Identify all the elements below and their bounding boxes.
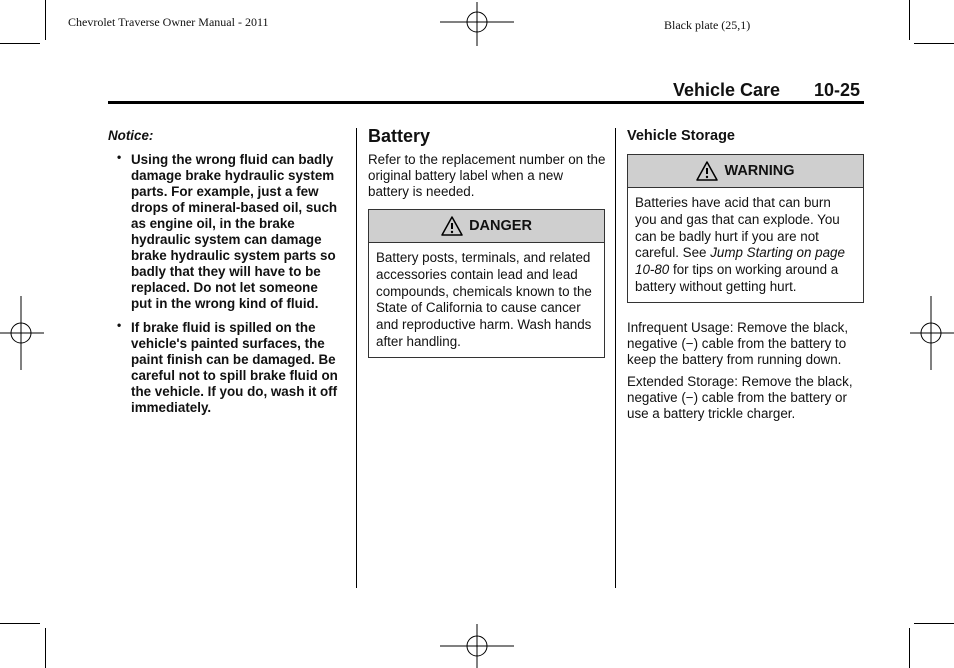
- bullet-icon: •: [117, 150, 122, 164]
- list-item: [108, 320, 338, 416]
- registration-mark-bottom: [440, 624, 514, 668]
- list-item-text: If brake fluid is spilled on the vehicle's painted surfaces, the paint finish can be damaged. Be careful not to spill brake fluid on the vehicle. If you do, wash it off immediately.: [131, 320, 338, 415]
- crop-mark: [914, 623, 954, 624]
- list-item-text: Using the wrong fluid can badly damage brake hydraulic system parts. For example, just a few drops of mineral-based oil, such as engine oil, in the brake hydraulic system can damage brake hydraulic system parts so badly that they will have to be replaced. Do not let someone put in the wrong kind of fluid.: [131, 152, 338, 311]
- crop-mark: [914, 43, 954, 44]
- warning-header: [628, 155, 863, 188]
- warning-label: WARNING: [724, 163, 795, 179]
- extended-storage-paragraph: Extended Storage: Remove the black, negative (−) cable from the battery or use a battery trickle charger.: [627, 373, 853, 421]
- crop-mark: [45, 0, 46, 40]
- crop-mark: [0, 623, 40, 624]
- registration-mark-right: [910, 296, 954, 370]
- middle-column: [368, 128, 606, 358]
- crop-mark: [45, 628, 46, 668]
- column-divider: [615, 128, 616, 588]
- section-title: Vehicle Care: [673, 80, 781, 100]
- page-number: 10-25: [814, 80, 861, 100]
- battery-intro: Refer to the replacement number on the original battery label when a new battery is needed.: [368, 152, 606, 199]
- battery-heading: Battery: [368, 126, 431, 146]
- crop-mark: [909, 628, 910, 668]
- danger-text: Battery posts, terminals, and related accessories contain lead and lead compounds, chemicals known to the State of California to cause cancer and reproductive harm. Wash hands after handling.: [376, 250, 592, 349]
- right-column: [627, 128, 865, 422]
- infrequent-usage-paragraph: Infrequent Usage: Remove the black, negative (−) cable from the battery to keep the battery from running down.: [627, 319, 849, 367]
- header-rule: [108, 101, 864, 104]
- storage-heading: Vehicle Storage: [627, 128, 735, 144]
- warning-triangle-icon: [441, 216, 463, 236]
- jump-starting-link[interactable]: Jump Starting on page 10-80: [635, 245, 845, 278]
- warning-triangle-icon: [696, 161, 718, 181]
- notice-list: [108, 152, 338, 416]
- manual-title: Chevrolet Traverse Owner Manual - 2011: [68, 15, 269, 29]
- crop-mark: [909, 0, 910, 40]
- warning-text-start: Batteries have acid that can burn you and gas that can explode. You can be badly hurt if you are not careful. See: [635, 195, 840, 261]
- plate-label: Black plate (25,1): [664, 18, 751, 32]
- column-divider: [356, 128, 357, 588]
- registration-mark-left: [0, 296, 44, 370]
- list-item: [108, 152, 338, 312]
- danger-header: [369, 210, 604, 243]
- bullet-icon: •: [117, 318, 122, 332]
- notice-label: Notice:: [108, 128, 154, 143]
- warning-text: [628, 188, 863, 302]
- warning-text-end: for tips on working around a battery without getting hurt.: [635, 262, 839, 294]
- left-column: [108, 128, 338, 424]
- warning-box: [627, 154, 864, 303]
- registration-mark-top: [440, 2, 514, 46]
- crop-mark: [0, 43, 40, 44]
- danger-label: DANGER: [469, 218, 532, 234]
- danger-box: [368, 209, 605, 358]
